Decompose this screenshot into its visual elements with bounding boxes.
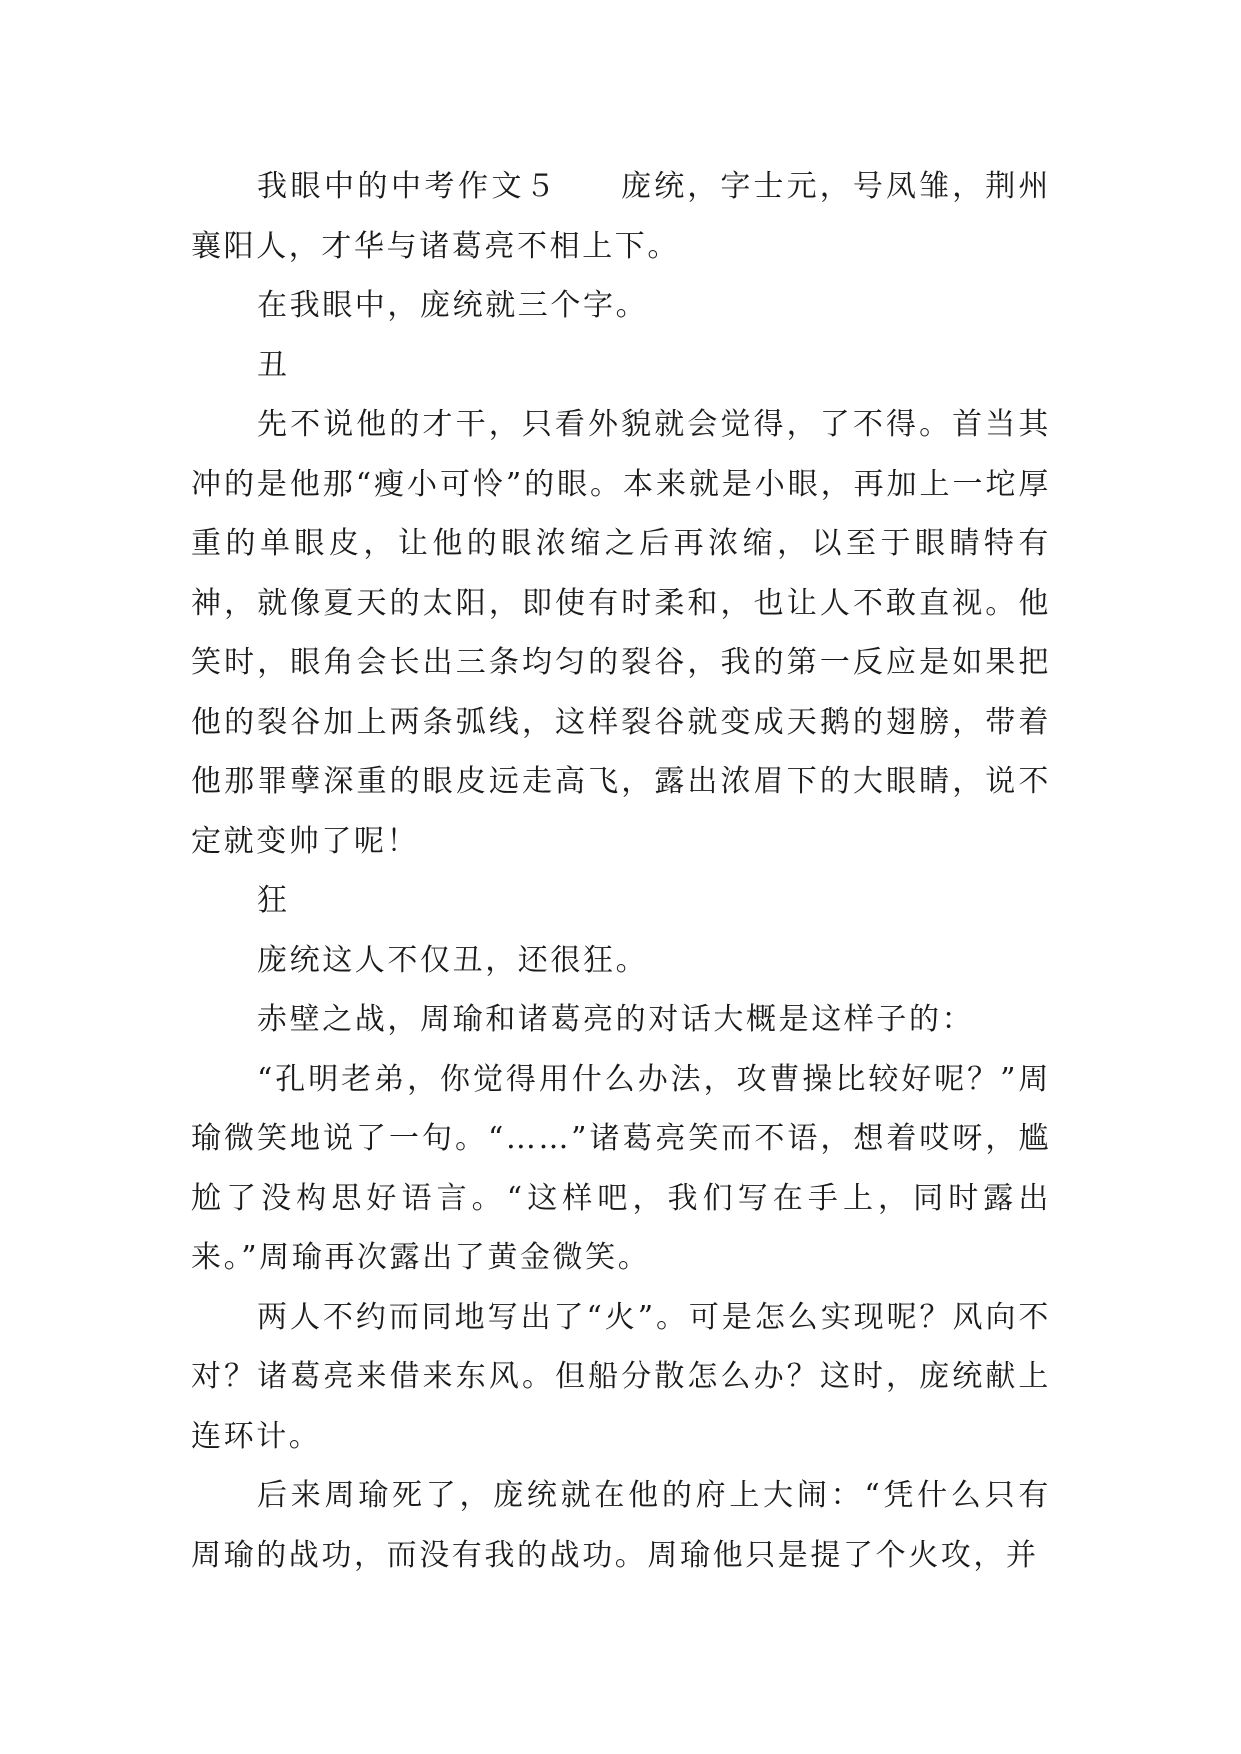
paragraph: 后来周瑜死了，庞统就在他的府上大闹：“凭什么只有周瑜的战功，而没有我的战功。周瑜他只是提了个火攻，并 [191, 1478, 1051, 1573]
section-heading-arrogant: 狂 [257, 883, 290, 918]
section-heading-ugly: 丑 [257, 347, 290, 383]
paragraph: 先不说他的才干，只看外貌就会觉得，了不得。首当其冲的是他那“瘦小可怜”的眼。本来就是小眼，再加上一坨厚重的单眼皮，让他的眼浓缩之后再浓缩，以至于眼睛特有神，就像夏天的太阳，即使有时柔和，也让人不敢直视。他笑时，眼角会长出三条均匀的裂谷，我的第一反应是如果把他的裂谷加上两条弧线，这样裂谷就变成天鹅的翅膀，带着他那罪孽深重的眼皮远走高飞，露出浓眉下的大眼睛，说不定就变帅了呢！ [191, 407, 1051, 859]
paragraph: 赤壁之战，周瑜和诸葛亮的对话大概是这样子的： [257, 1002, 975, 1037]
article-title: 我眼中的中考作文５ [257, 169, 559, 204]
paragraph: 在我眼中，庞统就三个字。 [257, 288, 649, 323]
article-body [191, 157, 1051, 1585]
paragraph-intro [191, 157, 1051, 276]
paragraph: 庞统这人不仅丑，还很狂。 [257, 942, 649, 978]
paragraph-dialogue: “孔明老弟，你觉得用什么办法，攻曹操比较好呢？”周瑜微笑地说了一句。“……”诸葛亮笑而不语，想着哎呀，尴尬了没构思好语言。“这样吧，我们写在手上，同时露出来。”周瑜再次露出了黄金微笑。 [191, 1061, 1051, 1275]
paragraph-text: 庞统，字士元，号凤雏，荆州襄阳人，才华与诸葛亮不相上下。 [191, 169, 1051, 264]
paragraph: 两人不约而同地写出了“火”。可是怎么实现呢？风向不对？诸葛亮来借来东风。但船分散怎么办？这时，庞统献上连环计。 [191, 1299, 1051, 1454]
